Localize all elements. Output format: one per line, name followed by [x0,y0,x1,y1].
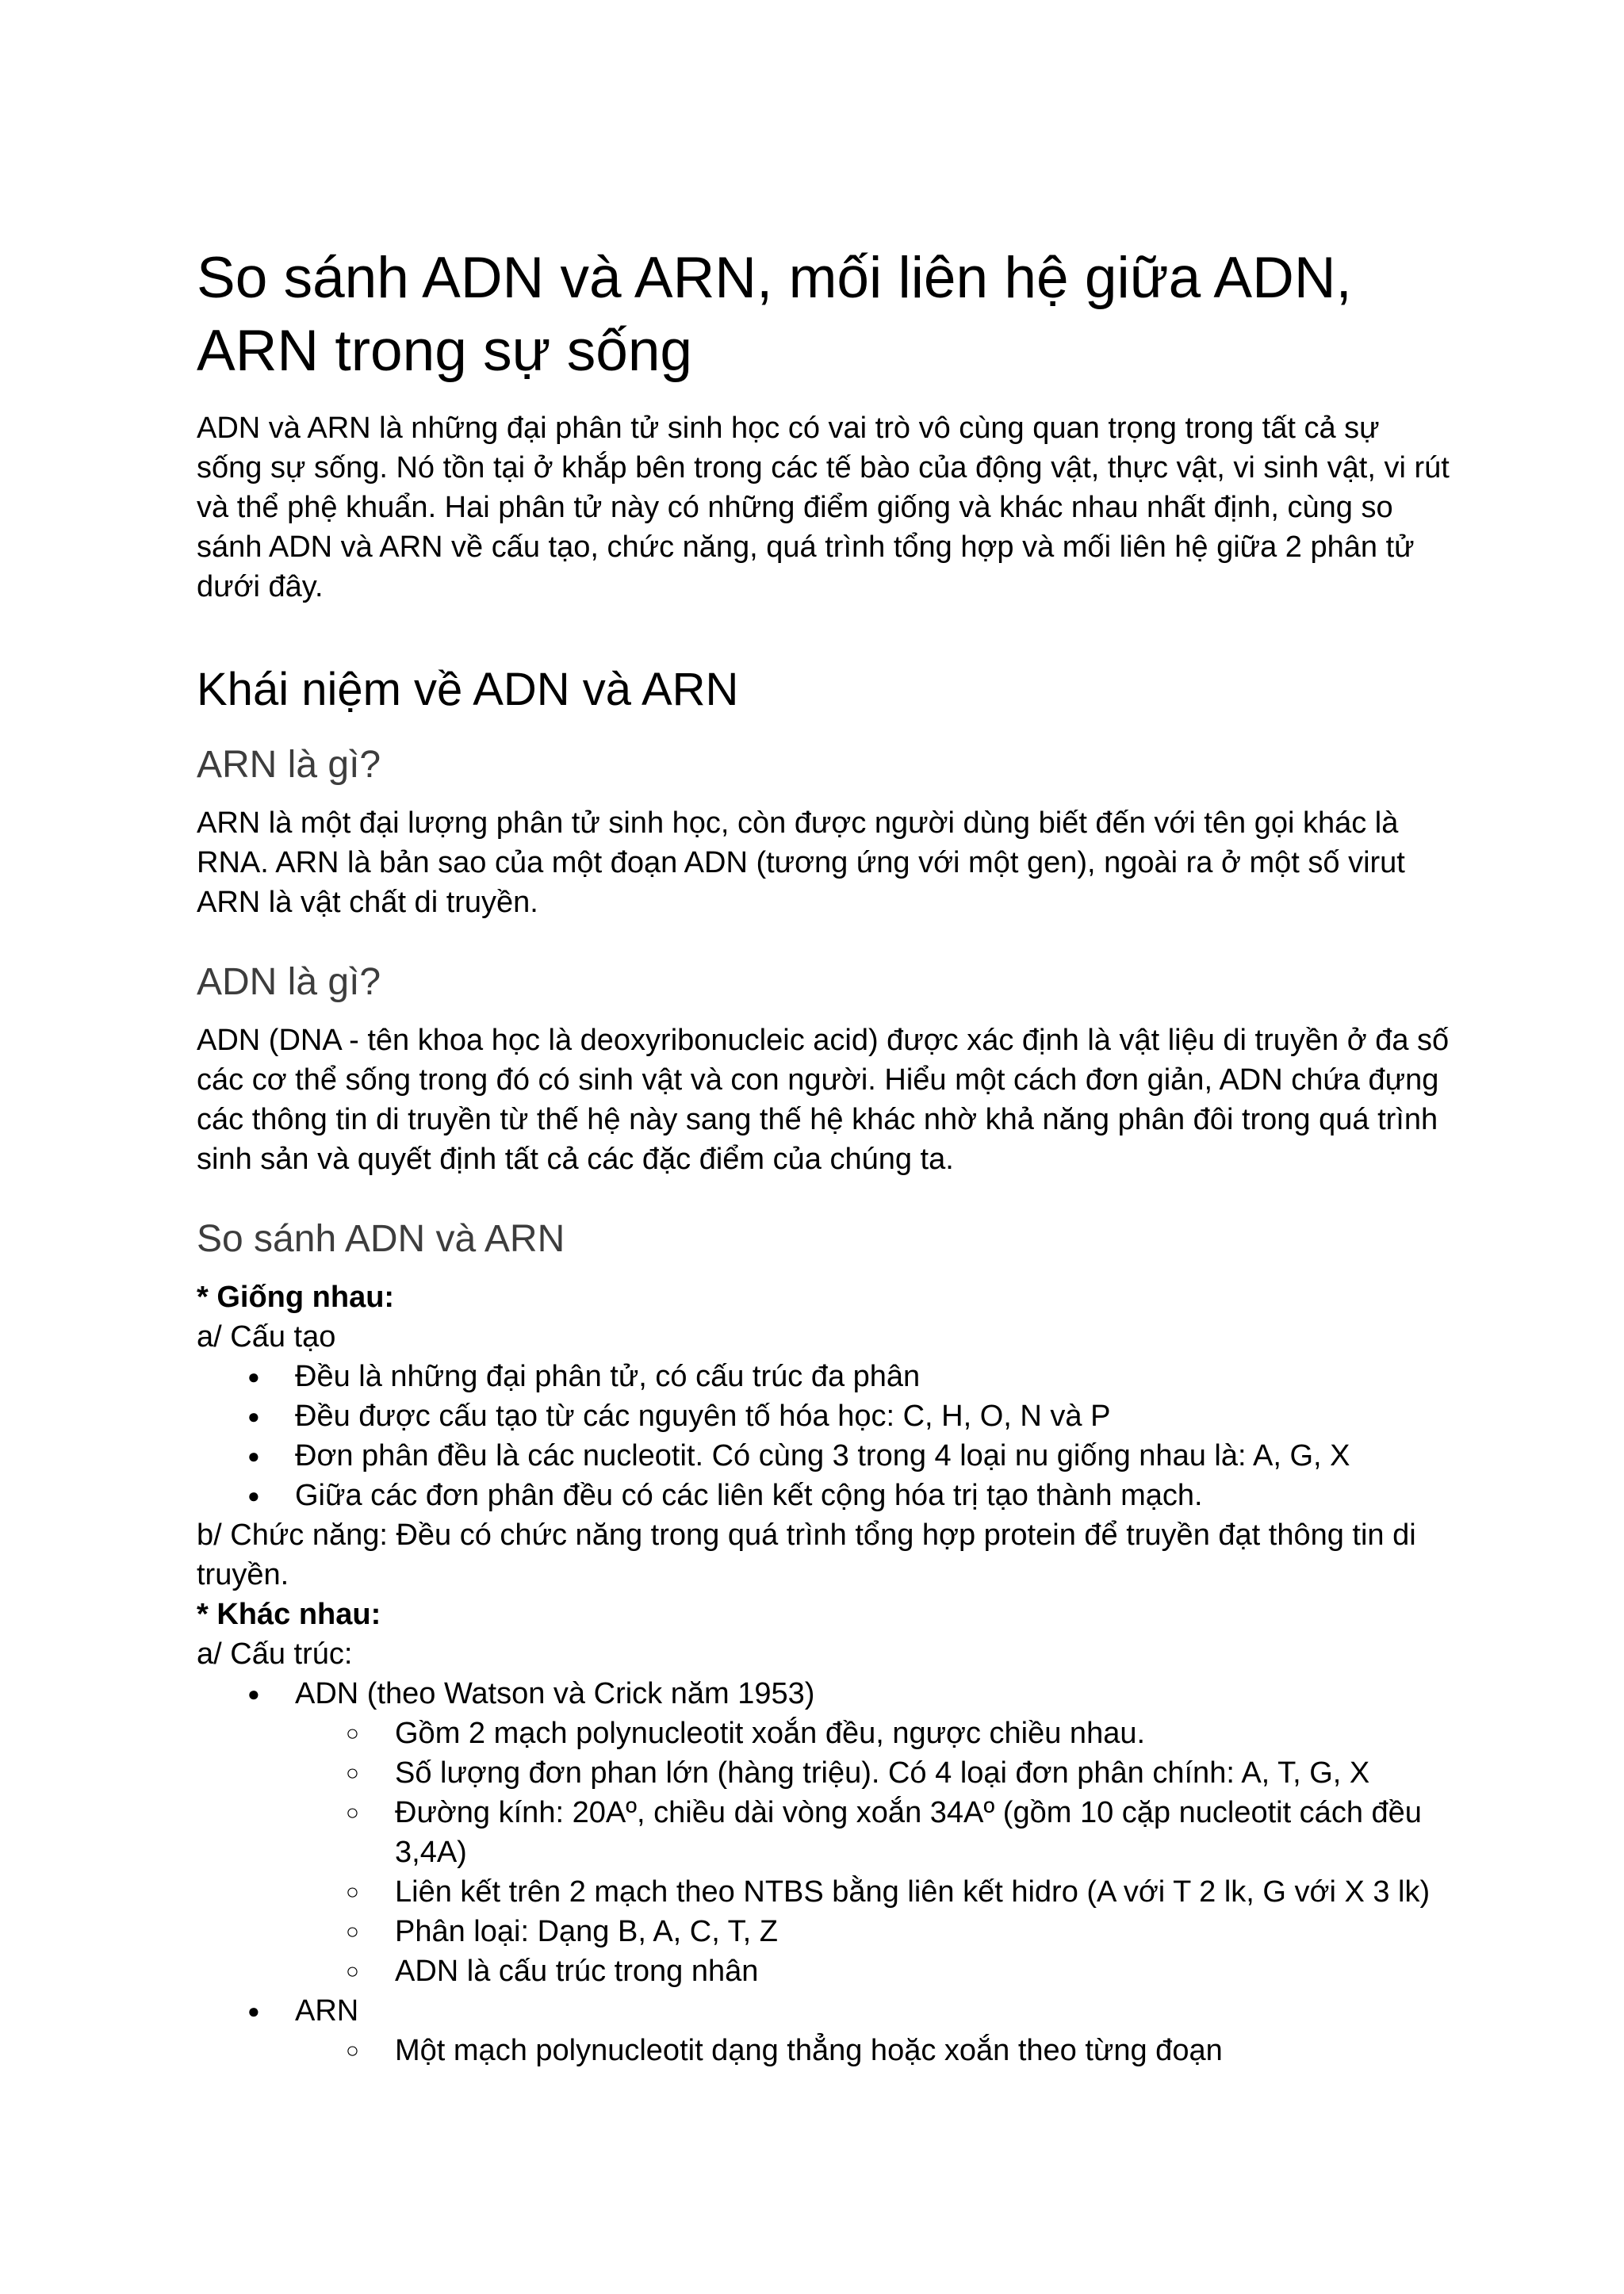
adn-sublist [295,1714,1450,1991]
sublist-item: ○ Số lượng đơn phan lớn (hàng triệu). Có 4 loại đơn phân chính: A, T, G, X [197,1753,1450,1793]
similar-list [197,1357,1450,1515]
adn-paragraph: ADN (DNA - tên khoa học là deoxyribonucleic acid) được xác định là vật liệu di truyền ở đa số các cơ thể sống trong đó có sinh vật và con người. Hiểu một cách đơn giản, ADN chứa đựng các thông tin di truyền từ thế hệ này sang thế hệ khác nhờ khả năng phân đôi trong quá trình sinh sản và quyết định tất cả các đặc điểm của chúng ta. [197,1024,1450,1176]
list-item: ● Đều là những đại phân tử, có cấu trúc đa phân [197,1357,1450,1396]
arn-sublist [295,2031,1450,2070]
sublist-item: ○ Đường kính: 20Aº, chiều dài vòng xoắn 34Aº (gồm 10 cặp nucleotit cách đều 3,4A) [197,1793,1450,1872]
different-list [197,1674,1450,2070]
arn-paragraph: ARN là một đại lượng phân tử sinh học, còn được người dùng biết đến với tên gọi khác là RNA. ARN là bản sao của một đoạn ADN (tương ứng với một gen), ngoài ra ở một số virut ARN là vật chất di truyền. [197,806,1405,919]
sublist-item: ○ Liên kết trên 2 mạch theo NTBS bằng liên kết hidro (A với T 2 lk, G với X 3 lk) [197,1872,1450,1912]
sublist-item: ○ Gồm 2 mạch polynucleotit xoắn đều, ngược chiều nhau. [197,1714,1450,1753]
concepts-heading: Khái niệm về ADN và ARN [197,664,739,715]
structure2-label: a/ Cấu trúc: [197,1637,353,1671]
sublist-item: ○ Phân loại: Dạng B, A, C, T, Z [197,1912,1450,1951]
list-item: ● Giữa các đơn phân đều có các liên kết cộng hóa trị tạo thành mạch. [197,1476,1450,1515]
function-paragraph: b/ Chức năng: Đều có chức năng trong quá trình tổng hợp protein để truyền đạt thông tin di truyền. [197,1518,1416,1591]
different-label: * Khác nhau: [197,1598,381,1631]
arn-label: ARN [295,1994,359,2028]
comparison-heading: So sánh ADN và ARN [197,1218,565,1260]
intro-paragraph: ADN và ARN là những đại phân tử sinh học có vai trò vô cùng quan trọng trong tất cả sự sống sự sống. Nó tồn tại ở khắp bên trong các tế bào của động vật, thực vật, vi sinh vật, vi rút và thể phệ khuẩn. Hai phân tử này có những điểm giống và khác nhau nhất định, cùng so sánh ADN và ARN về cấu tạo, chức năng, quá trình tổng hợp và mối liên hệ giữa 2 phân tử dưới đây. [197,412,1450,603]
document-page [197,242,1450,2070]
page-title: So sánh ADN và ARN, mối liên hệ giữa ADN, ARN trong sự sống [197,246,1352,383]
structure-label: a/ Cấu tạo [197,1320,336,1354]
list-item: ● Đều được cấu tạo từ các nguyên tố hóa học: C, H, O, N và P [197,1396,1450,1436]
adn-heading: ADN là gì? [197,961,381,1003]
sublist-item: ○ ADN là cấu trúc trong nhân [197,1951,1450,1991]
list-item: ● Đơn phân đều là các nucleotit. Có cùng 3 trong 4 loại nu giống nhau là: A, G, X [197,1436,1450,1476]
list-item-adn [197,1674,1450,1991]
arn-heading: ARN là gì? [197,744,381,786]
sublist-item: ○ Một mạch polynucleotit dạng thẳng hoặc xoắn theo từng đoạn [197,2031,1450,2070]
list-item-arn [197,1991,1450,2070]
similar-label: * Giống nhau: [197,1281,395,1314]
adn-label: ADN (theo Watson và Crick năm 1953) [295,1677,815,1710]
